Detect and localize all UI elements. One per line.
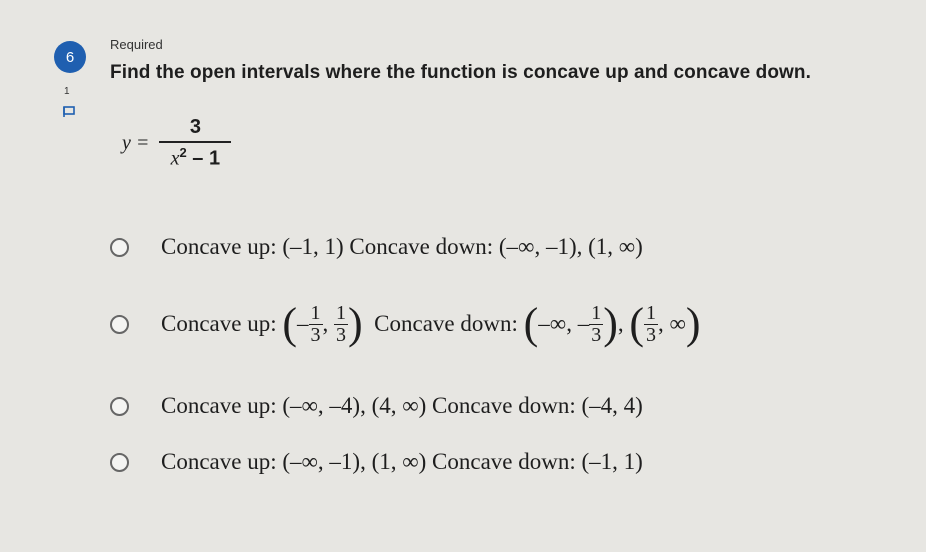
option-c[interactable] xyxy=(110,393,643,419)
option-b[interactable] xyxy=(110,299,701,348)
fraction-one-third xyxy=(334,303,348,346)
function-fraction xyxy=(159,116,231,171)
fraction-neg-one-third xyxy=(309,303,323,346)
radio-button[interactable] xyxy=(110,315,129,334)
function-denominator xyxy=(171,143,220,171)
radio-button[interactable] xyxy=(110,453,129,472)
comma: , xyxy=(658,311,664,336)
infinity: ∞ xyxy=(669,311,686,336)
function-expression xyxy=(122,116,231,171)
option-a-label: Concave up: (–1, 1) Concave down: (–∞, –1), (1, ∞) xyxy=(161,234,643,259)
fraction-numerator: 1 xyxy=(646,301,657,324)
open-paren: ( xyxy=(523,299,539,348)
minus-sign: – xyxy=(577,311,590,336)
open-paren: ( xyxy=(629,299,645,348)
open-paren: ( xyxy=(282,299,298,348)
fraction-denominator: 3 xyxy=(310,323,321,346)
fraction-numerator: 1 xyxy=(591,301,602,324)
option-d-label: Concave up: (–∞, –1), (1, ∞) Concave down: (–1, 1) xyxy=(161,449,643,474)
concave-up-label: Concave up: xyxy=(161,311,277,336)
fraction-denominator: 3 xyxy=(336,323,347,346)
fraction-numerator: 1 xyxy=(310,301,321,324)
negative-infinity: –∞, xyxy=(538,311,572,336)
close-paren: ) xyxy=(603,299,618,348)
option-c-label: Concave up: (–∞, –4), (4, ∞) Concave down: (–4, 4) xyxy=(161,393,643,418)
fraction-denominator: 3 xyxy=(591,323,602,346)
function-numerator: 3 xyxy=(189,116,201,138)
option-b-label xyxy=(161,299,701,348)
denominator-rest: – 1 xyxy=(186,147,221,170)
minus-sign: – xyxy=(297,311,309,336)
option-d[interactable] xyxy=(110,449,643,475)
comma: , xyxy=(322,311,329,336)
question-prompt: Find the open intervals where the function is concave up and concave down. xyxy=(110,62,812,83)
comma: , xyxy=(617,311,624,336)
denominator-exponent: 2 xyxy=(179,145,187,160)
close-paren: ) xyxy=(685,299,701,348)
option-a[interactable] xyxy=(110,234,643,260)
radio-button[interactable] xyxy=(110,397,129,416)
denominator-variable: x xyxy=(170,147,180,170)
radio-button[interactable] xyxy=(110,238,129,257)
fraction-numerator: 1 xyxy=(336,301,347,324)
fraction-denominator: 3 xyxy=(646,323,657,346)
fraction-one-third xyxy=(644,303,658,346)
function-lhs: y = xyxy=(122,131,150,154)
required-label: Required xyxy=(110,37,163,52)
question-number-badge: 6 xyxy=(54,41,86,73)
concave-down-label: Concave down: xyxy=(374,311,518,336)
close-paren: ) xyxy=(348,299,363,348)
fraction-neg-one-third xyxy=(589,303,603,346)
question-points: 1 xyxy=(64,86,70,97)
flag-icon[interactable] xyxy=(63,106,75,117)
